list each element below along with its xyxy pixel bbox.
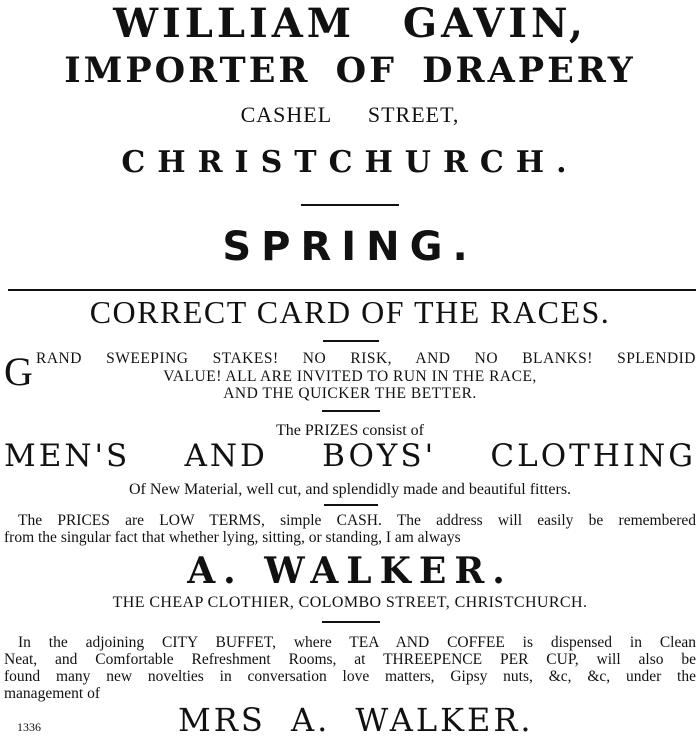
buffet-line-4: management of	[4, 685, 100, 702]
prize-description: Of New Material, well cut, and splendidly made and beautiful fitters.	[128, 481, 572, 498]
proprietor-address: THE CHEAP CLOTHIER, COLOMBO STREET, CHRISTCHURCH.	[112, 594, 588, 611]
intro-line-3: AND THE QUICKER THE BETTER.	[223, 385, 477, 402]
divider	[322, 621, 380, 623]
prizes-intro: The PRIZES consist of	[276, 422, 424, 439]
buffet-paragraph	[4, 634, 696, 702]
ad-number: 1336	[17, 720, 41, 734]
proprietor-name: A. WALKER.	[187, 550, 513, 592]
buffet-line-2: Neat, and Comfortable Refreshment Rooms, at THREEPENCE PER CUP, will also be	[4, 651, 696, 668]
advertiser-trade: IMPORTER OF DRAPERY	[64, 50, 636, 91]
prize-heading: MEN'S AND BOYS' CLOTHING	[4, 438, 696, 474]
prices-paragraph	[4, 512, 696, 546]
divider	[301, 204, 399, 206]
buffet-line-3: found many new novelties in conversation love matters, Gipsy nuts, &c, &c, under the	[4, 668, 696, 685]
race-card-headline: CORRECT CARD OF THE RACES.	[89, 294, 611, 330]
street-line: CASHEL STREET,	[240, 102, 460, 127]
divider	[323, 340, 379, 342]
season-heading: SPRING.	[222, 224, 478, 270]
intro-initial: G	[4, 349, 33, 394]
buffet-line-1: In the adjoining CITY BUFFET, where TEA AND COFFEE is dispensed in Clean	[18, 634, 696, 651]
prices-line-1: The PRICES are LOW TERMS, simple CASH. The address will easily be remembered	[18, 512, 696, 529]
intro-line-1: RAND SWEEPING STAKES! NO RISK, AND NO BLANKS! SPLENDID	[36, 350, 696, 367]
intro-line-2: VALUE! ALL ARE INVITED TO RUN IN THE RACE,	[163, 368, 537, 385]
manager-name: MRS A. WALKER.	[178, 701, 534, 739]
city-line: CHRISTCHURCH.	[121, 145, 579, 180]
section-divider	[8, 289, 696, 291]
divider	[324, 504, 378, 506]
divider	[322, 410, 380, 412]
advertiser-name: WILLIAM GAVIN,	[113, 0, 587, 47]
prices-line-2: from the singular fact that whether lying, sitting, or standing, I am always	[4, 529, 461, 546]
